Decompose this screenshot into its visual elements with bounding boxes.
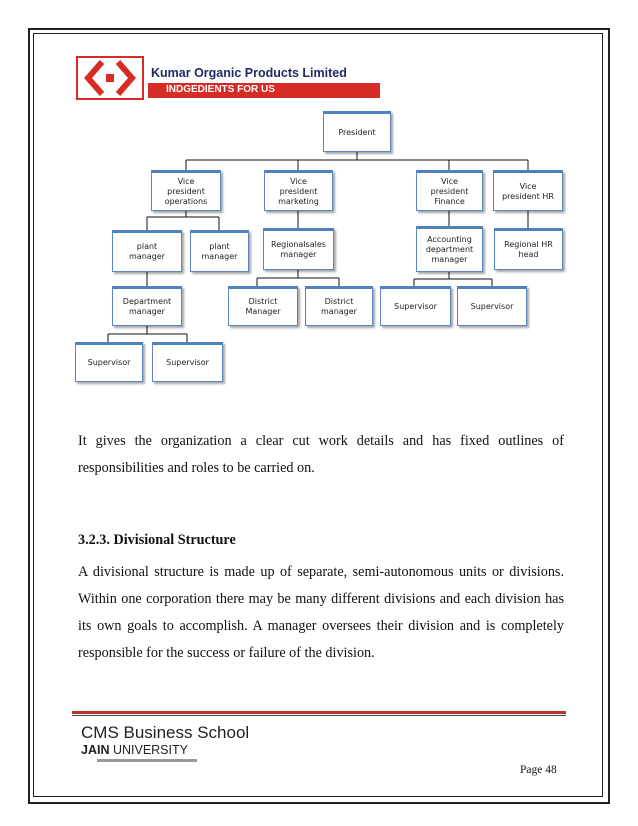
footer-school-name: CMS Business School	[81, 723, 250, 742]
footer-rule	[72, 715, 566, 716]
company-name: Kumar Organic Products Limited	[151, 66, 347, 80]
org-node-vp-finance: Vice president Finance	[416, 170, 483, 211]
org-node-supervisor: Supervisor	[380, 286, 451, 326]
section-heading: 3.2.3. Divisional Structure	[78, 532, 236, 548]
org-node-president: President	[323, 111, 391, 152]
footer-university-rest: UNIVERSITY	[109, 743, 188, 757]
footer-fine-print-line	[97, 759, 197, 762]
org-node-supervisor: Supervisor	[152, 342, 223, 382]
paragraph-chart-description: It gives the organization a clear cut work details and has fixed outlines of responsibilities and roles to be carried on.	[78, 433, 564, 476]
paragraph-divisional-structure: A divisional structure is made up of separate, semi-autonomous units or divisions. Within one corporation there may be many different divisions and each division has its own goals to accomplish. A manager oversees their division and is completely responsible for the success or failure of the division.	[78, 564, 564, 661]
org-node-plant-manager: plant manager	[190, 230, 249, 272]
org-node-vp-marketing: Vice president marketing	[264, 170, 333, 211]
org-node-accounting-manager: Accounting department manager	[416, 226, 483, 272]
page-number: Page 48	[520, 764, 557, 776]
footer-university	[81, 743, 188, 757]
org-node-district-manager: District Manager	[228, 286, 298, 326]
org-node-supervisor: Supervisor	[75, 342, 143, 382]
company-tagline: INDGEDIENTS FOR US	[166, 84, 275, 95]
org-node-vp-hr: Vice president HR	[493, 170, 563, 211]
org-chart	[0, 0, 638, 400]
org-node-plant-manager: plant manager	[112, 230, 182, 272]
org-node-district-manager: District manager	[305, 286, 373, 326]
footer-university-bold: JAIN	[81, 743, 110, 757]
org-node-vp-operations: Vice president operations	[151, 170, 221, 211]
org-node-department-manager: Department manager	[112, 286, 182, 326]
org-node-supervisor: Supervisor	[457, 286, 527, 326]
org-node-regional-sales-manager: Regionalsales manager	[263, 228, 334, 270]
footer-rule-red	[72, 711, 566, 714]
org-node-regional-hr-head: Regional HR head	[494, 228, 563, 270]
